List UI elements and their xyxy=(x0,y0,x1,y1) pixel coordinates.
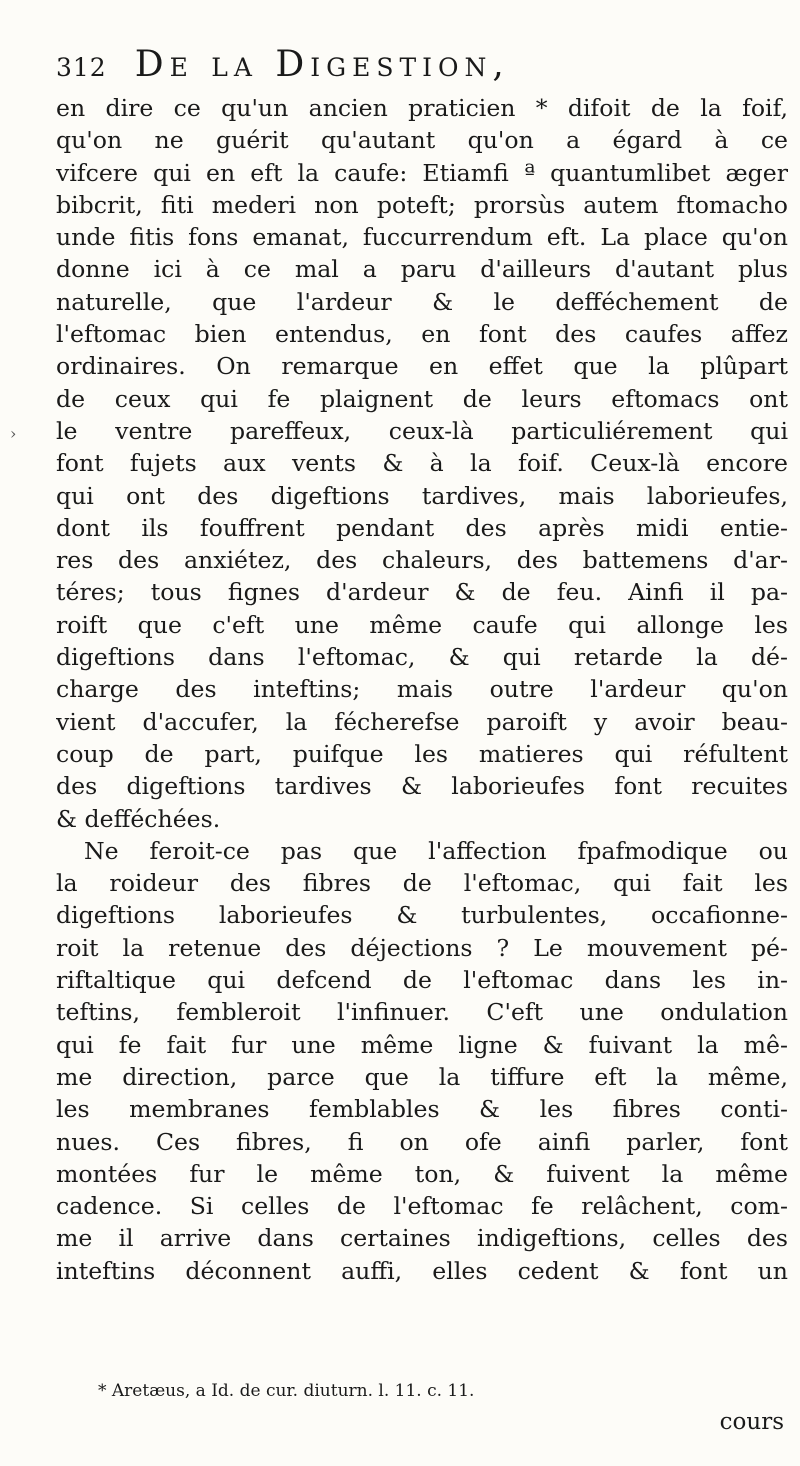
text-line: dont ils fouffrent pendant des après midi entie- xyxy=(56,513,788,542)
text-line: me il arrive dans certaines indigeftions, celles des xyxy=(56,1224,788,1253)
footnote: * Aretæus, a Id. de cur. diuturn. l. 11. c. 11. xyxy=(98,1381,475,1401)
text-line: font fujets aux vents & à la foif. Ceux-là encore xyxy=(56,449,788,478)
text-line: montées fur le même ton, & fuivent la même xyxy=(56,1159,788,1188)
text-line: roift que c'eft une même caufe qui allonge les xyxy=(56,610,788,639)
text-line: coup de part, puifque les matieres qui réfultent xyxy=(56,739,788,768)
text-line: vient d'accufer, la fécherefse paroift y avoir beau- xyxy=(56,707,788,736)
text-line: les membranes femblables & les fibres conti- xyxy=(56,1095,788,1124)
text-line: Ne feroit-ce pas que l'affection fpafmodique ou xyxy=(84,836,788,865)
body-text xyxy=(56,92,788,1287)
text-line: teftins, fembleroit l'infinuer. C'eft une ondulation xyxy=(56,998,788,1027)
page-number: 312 xyxy=(56,53,107,82)
text-line: riftaltique qui defcend de l'eftomac dans les in- xyxy=(56,966,788,995)
text-line: donne ici à ce mal a paru d'ailleurs d'autant plus xyxy=(56,255,788,284)
text-line: digeftions dans l'eftomac, & qui retarde la dé- xyxy=(56,643,788,672)
text-line: en dire ce qu'un ancien praticien * difoit de la foif, xyxy=(56,94,788,122)
text-line: des digeftions tardives & laborieufes font recuites xyxy=(56,772,788,801)
text-line: unde fitis fons emanat, fuccurrendum eft. La place qu'on xyxy=(56,223,788,252)
text-line: qui fe fait fur une même ligne & fuivant la mê- xyxy=(56,1030,788,1059)
text-line: le ventre pareffeux, ceux-là particuliérement qui xyxy=(56,416,788,445)
catchword: cours xyxy=(719,1409,784,1435)
text-line: qui ont des digeftions tardives, mais laborieufes, xyxy=(56,481,788,510)
text-line: me direction, parce que la tiffure eft la même, xyxy=(56,1062,788,1091)
text-line: cadence. Si celles de l'eftomac fe relâchent, com- xyxy=(56,1192,788,1221)
text-line: charge des inteftins; mais outre l'ardeur qu'on xyxy=(56,675,788,704)
running-head xyxy=(56,44,786,94)
text-line: res des anxiétez, des chaleurs, des battemens d'ar- xyxy=(56,546,788,575)
text-line: la roideur des fibres de l'eftomac, qui fait les xyxy=(56,869,788,898)
text-line: naturelle, que l'ardeur & le defféchement de xyxy=(56,287,788,316)
text-line: inteftins déconnent auffi, elles cedent & font un xyxy=(56,1256,788,1285)
text-line: roit la retenue des déjections ? Le mouvement pé- xyxy=(56,933,788,962)
text-line: de ceux qui fe plaignent de leurs eftomacs ont xyxy=(56,384,788,413)
text-line: qu'on ne guérit qu'autant qu'on a égard à ce xyxy=(56,126,788,155)
text-line: digeftions laborieufes & turbulentes, occafionne- xyxy=(56,901,788,930)
text-line: bibcrit, fiti mederi non poteft; prorsùs autem ftomacho xyxy=(56,190,788,219)
text-line: vifcere qui en eft la caufe: Etiamfi ª quantumlibet æger xyxy=(56,158,788,187)
running-title: De la Digestion, xyxy=(134,44,510,85)
text-line: nues. Ces fibres, fi on ofe ainfi parler, font xyxy=(56,1127,788,1156)
text-line: ordinaires. On remarque en effet que la plûpart xyxy=(56,352,788,381)
text-line: & defféchées. xyxy=(56,804,221,833)
text-line: téres; tous fignes d'ardeur & de feu. Ainfi il pa- xyxy=(56,578,788,607)
margin-mark: › xyxy=(10,424,17,443)
text-line: l'eftomac bien entendus, en font des caufes affez xyxy=(56,320,788,349)
